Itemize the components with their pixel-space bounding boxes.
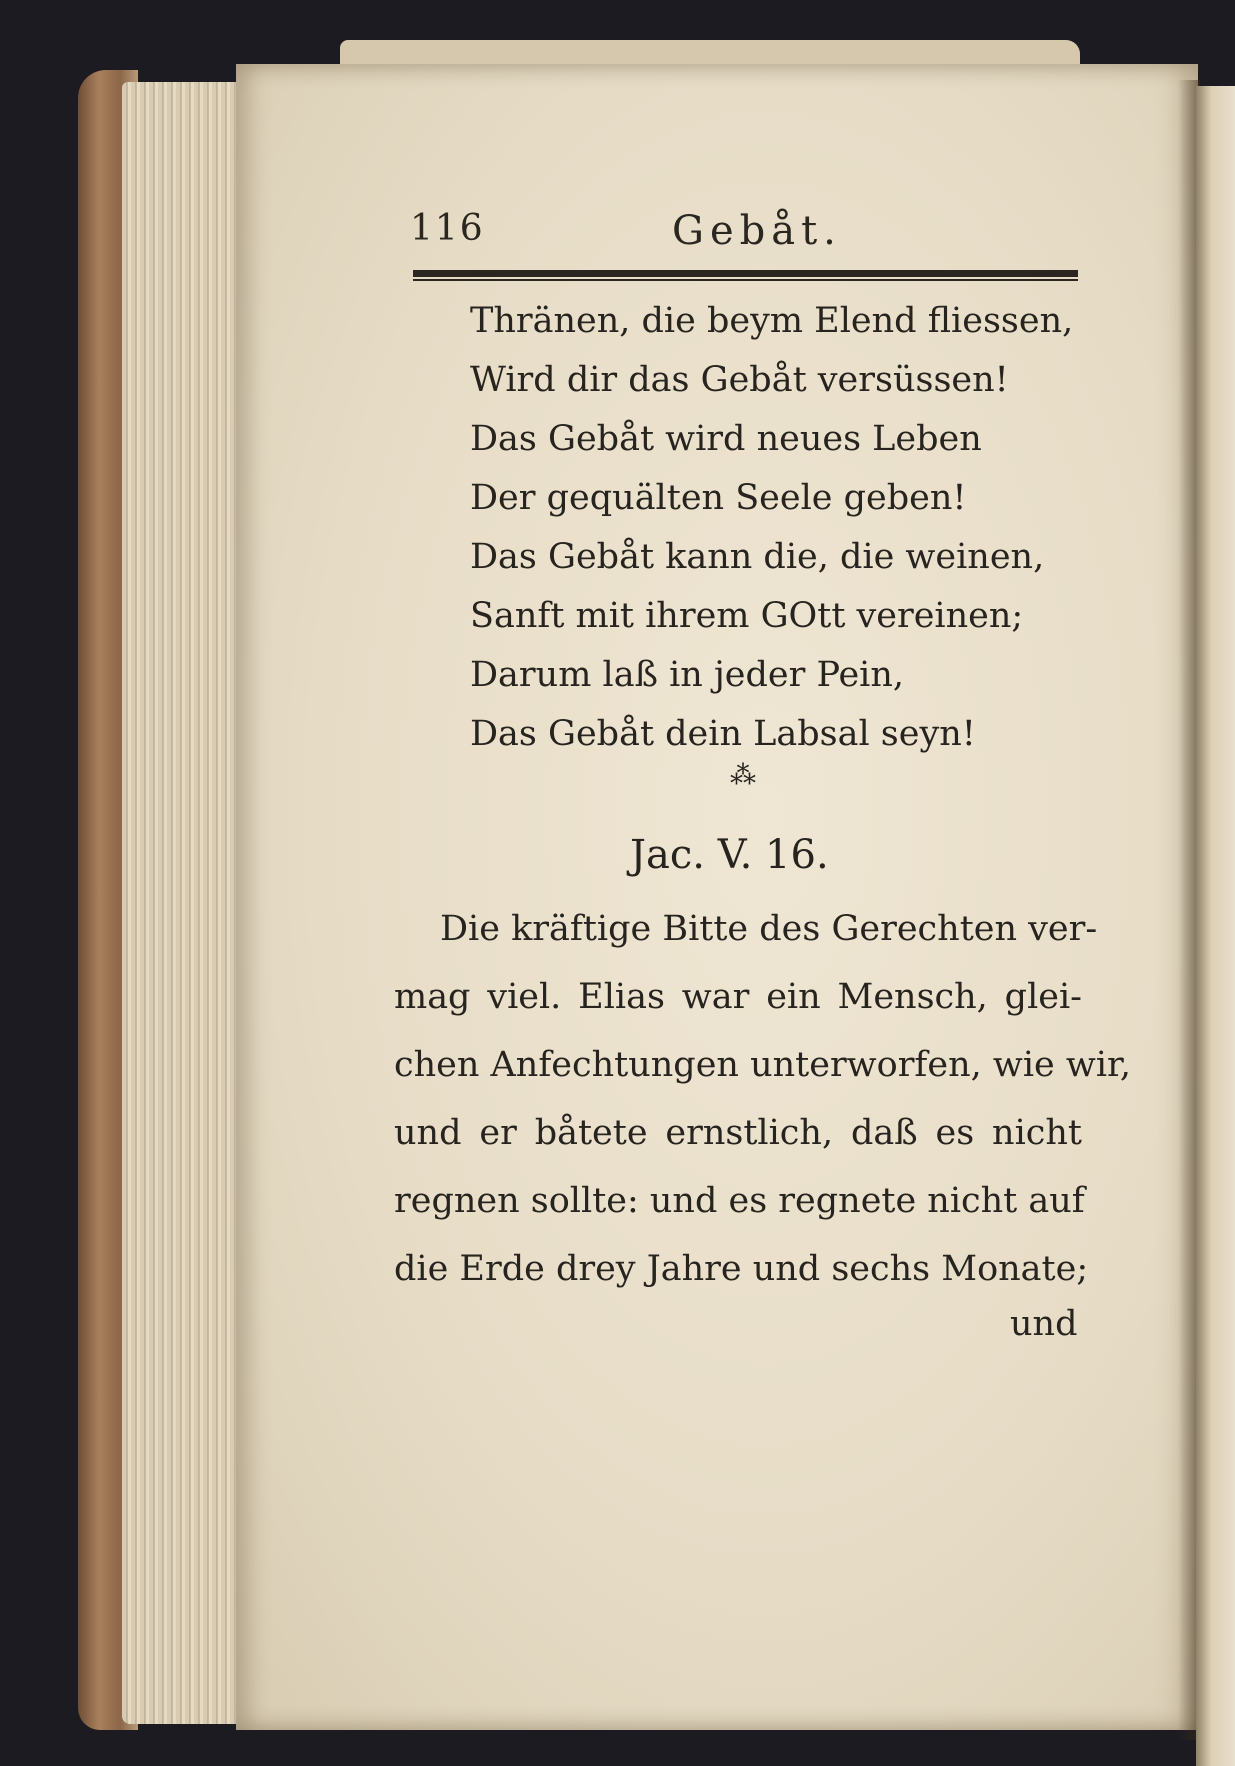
scripture-line: Die kräftige Bitte des Gerechten ver- — [440, 909, 1098, 949]
page-header — [410, 208, 1078, 264]
scripture-line: mag viel. Elias war ein Mensch, glei- — [394, 977, 1082, 1017]
scripture-line: die Erde drey Jahre und sechs Monate; — [394, 1249, 1089, 1289]
verse-line: Darum laß in jeder Pein, — [470, 655, 905, 695]
scripture-line: regnen sollte: und es regnete nicht auf — [394, 1181, 1085, 1221]
verse-line: Das Gebåt dein Labsal seyn! — [470, 714, 976, 754]
scripture-line: und er båtete ernstlich, daß es nicht — [394, 1113, 1082, 1153]
facing-page-edge — [1196, 86, 1235, 1766]
asterism-ornament: ⁂ — [730, 761, 756, 791]
scripture-text — [394, 895, 1132, 1303]
page-block-edge — [122, 82, 242, 1724]
header-rule — [413, 270, 1078, 277]
scripture-reference: Jac. V. 16. — [630, 832, 829, 878]
verse-line: Das Gebåt wird neues Leben — [470, 419, 982, 459]
catchword: und — [1010, 1304, 1078, 1344]
verse-line: Thränen, die beym Elend fliessen, — [470, 301, 1074, 341]
verse-line: Wird dir das Gebåt versüssen! — [470, 360, 1009, 400]
verse-block — [470, 292, 1074, 764]
verse-line: Der gequälten Seele geben! — [470, 478, 967, 518]
verse-line: Sanft mit ihrem GOtt vereinen; — [470, 596, 1024, 636]
verse-line: Das Gebåt kann die, die weinen, — [470, 537, 1045, 577]
page-number: 116 — [410, 208, 485, 249]
scripture-line: chen Anfechtungen unterworfen, wie wir, — [394, 1045, 1132, 1085]
running-title: Gebåt. — [672, 208, 842, 254]
